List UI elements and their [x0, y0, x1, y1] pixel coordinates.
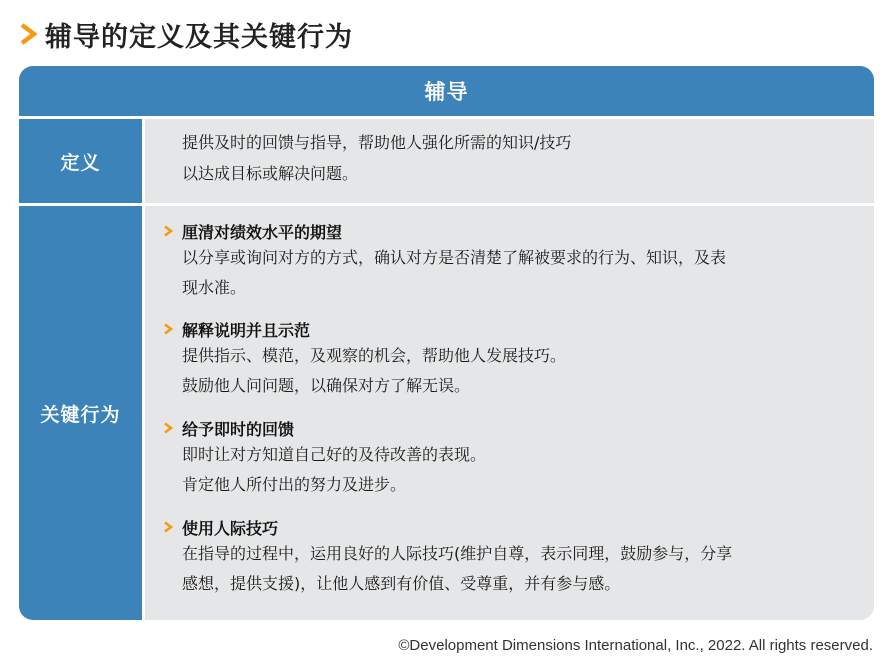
- definition-line: 以达成目标或解决问题。: [182, 164, 359, 183]
- chevron-right-icon: [19, 23, 37, 45]
- behavior-title: 给予即时的回馈: [182, 419, 295, 439]
- behavior-text: 在指导的过程中，运用良好的人际技巧(维护自尊，表示同理，鼓励参与，分享: [182, 544, 733, 563]
- copyright-notice: ©Development Dimensions International, Inc., 2022. All rights reserved.: [398, 637, 873, 654]
- behavior-text: 现水准。: [182, 278, 247, 297]
- behavior-title: 使用人际技巧: [182, 518, 279, 538]
- behavior-item: [163, 515, 863, 599]
- behavior-item: [163, 219, 863, 303]
- behaviors-label: 关键行为: [19, 206, 142, 620]
- behavior-text: 提供指示、模范，及观察的机会，帮助他人发展技巧。: [182, 346, 567, 365]
- definition-line: 提供及时的回馈与指导，帮助他人强化所需的知识/技巧: [182, 133, 572, 152]
- table-header: 辅导: [19, 66, 874, 116]
- behavior-item: [163, 416, 863, 500]
- behavior-text: 感想，提供支援)，让他人感到有价值、受尊重，并有参与感。: [182, 574, 621, 593]
- behavior-title: 解释说明并且示范: [182, 320, 311, 340]
- page-title: [19, 14, 353, 54]
- behavior-text: 鼓励他人问问题，以确保对方了解无误。: [182, 376, 471, 395]
- behavior-heading: [163, 219, 863, 243]
- chevron-right-icon: [163, 521, 173, 533]
- chevron-right-icon: [163, 422, 173, 434]
- behavior-heading: [163, 515, 863, 539]
- behavior-heading: [163, 416, 863, 440]
- chevron-right-icon: [163, 323, 173, 335]
- behavior-title: 厘清对绩效水平的期望: [182, 222, 343, 242]
- definition-cell: [145, 119, 874, 203]
- chevron-right-icon: [163, 225, 173, 237]
- behavior-item: [163, 317, 863, 401]
- behavior-text: 即时让对方知道自己好的及待改善的表现。: [182, 445, 487, 464]
- behavior-heading: [163, 317, 863, 341]
- coaching-table: [19, 66, 874, 620]
- behavior-text: 肯定他人所付出的努力及进步。: [182, 475, 407, 494]
- page-title-text: 辅导的定义及其关键行为: [45, 21, 353, 53]
- behavior-text: 以分享或询问对方的方式，确认对方是否清楚了解被要求的行为、知识，及表: [182, 248, 727, 267]
- behaviors-cell: [145, 206, 874, 620]
- definition-label: 定义: [19, 119, 142, 203]
